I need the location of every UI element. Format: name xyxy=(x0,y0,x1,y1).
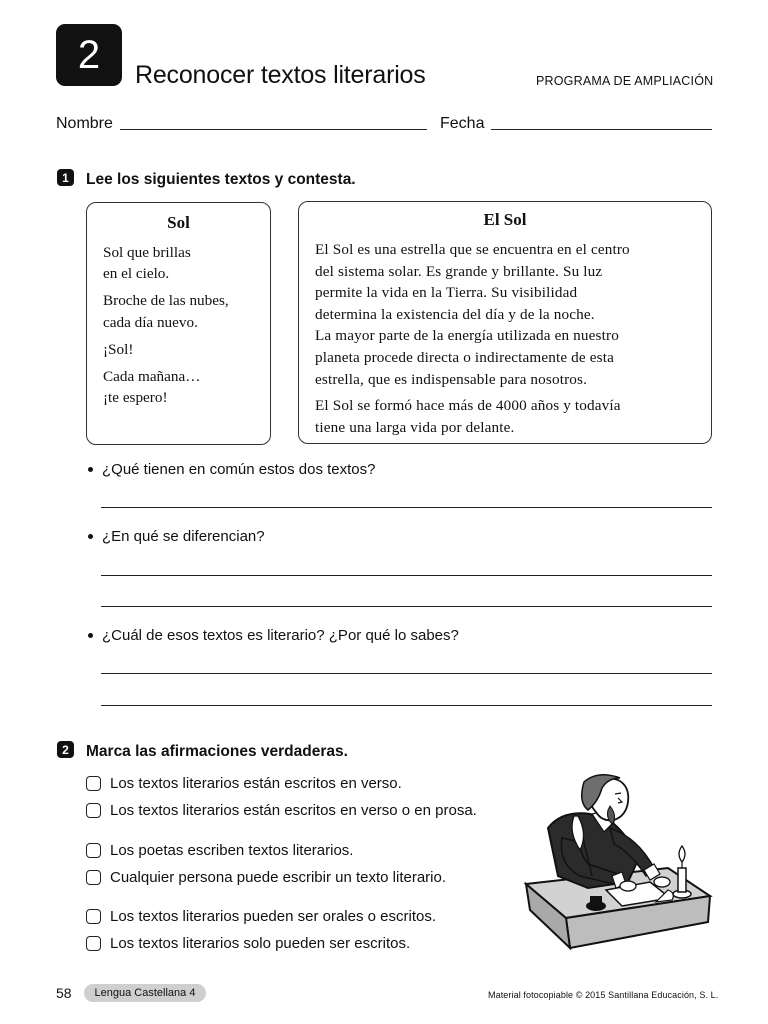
prose-line: planeta procede directa o indirectamente de esta xyxy=(315,348,614,366)
checkbox[interactable] xyxy=(86,870,101,885)
exercise-2-number: 2 xyxy=(57,741,74,758)
poem-line: en el cielo. xyxy=(103,265,170,282)
prose-line: permite la vida en la Tierra. Su visibilidad xyxy=(315,284,578,302)
statement-text: Cualquier persona puede escribir un texto literario. xyxy=(110,869,447,886)
prose-paragraph-2 xyxy=(315,395,621,438)
prose-paragraph-1 xyxy=(315,239,630,390)
name-field[interactable] xyxy=(120,129,427,130)
unit-number: 2 xyxy=(77,33,101,77)
statement-text: Los textos literarios están escritos en verso. xyxy=(110,775,402,792)
copyright-notice: Material fotocopiable © 2015 Santillana Educación, S. L. xyxy=(488,990,719,1000)
question-2 xyxy=(88,528,265,545)
bullet-icon xyxy=(88,467,93,472)
prose-line: estrella, que es indispensable para nosotros. xyxy=(315,370,588,388)
poem-line: ¡Sol! xyxy=(103,341,134,358)
prose-line: tiene una larga vida por delante. xyxy=(315,418,515,436)
exercise-2-instruction: Marca las afirmaciones verdaderas. xyxy=(86,743,348,760)
poem-box xyxy=(86,202,271,445)
checkbox[interactable] xyxy=(86,936,101,951)
poem-line: Broche de las nubes, xyxy=(103,292,229,309)
answer-line[interactable] xyxy=(101,705,712,706)
checkbox[interactable] xyxy=(86,909,101,924)
prose-line: El Sol se formó hace más de 4000 años y todavía xyxy=(315,397,621,414)
book-title: Lengua Castellana 4 xyxy=(94,987,196,999)
checkbox[interactable] xyxy=(86,843,101,858)
prose-title: El Sol xyxy=(483,210,527,229)
bullet-icon xyxy=(88,534,93,539)
poem-line: ¡te espero! xyxy=(103,389,168,406)
program-label: PROGRAMA DE AMPLIACIÓN xyxy=(536,74,714,88)
question-1 xyxy=(88,461,376,478)
question-text: ¿En qué se diferencian? xyxy=(102,528,265,545)
poem-line: cada día nuevo. xyxy=(103,314,198,331)
answer-line[interactable] xyxy=(101,673,712,674)
statement-item[interactable] xyxy=(86,775,402,792)
statement-text: Los textos literarios están escritos en verso o en prosa. xyxy=(110,802,477,819)
poem-title: Sol xyxy=(167,213,190,232)
answer-line[interactable] xyxy=(101,606,712,607)
date-field[interactable] xyxy=(491,129,712,130)
statement-item[interactable] xyxy=(86,842,353,859)
statement-text: Los textos literarios solo pueden ser escritos. xyxy=(110,935,411,952)
page-title: Reconocer textos literarios xyxy=(135,61,426,89)
date-label: Fecha xyxy=(440,115,485,132)
poem-line: Sol que brillas xyxy=(103,244,191,261)
prose-box xyxy=(298,201,712,444)
prose-line: El Sol es una estrella que se encuentra en el centro xyxy=(315,241,630,258)
name-label: Nombre xyxy=(56,115,113,132)
prose-line: La mayor parte de la energía utilizada en nuestro xyxy=(315,327,619,345)
statement-item[interactable] xyxy=(86,802,477,819)
checkbox[interactable] xyxy=(86,803,101,818)
question-text: ¿Qué tienen en común estos dos textos? xyxy=(102,461,376,478)
answer-line[interactable] xyxy=(101,575,712,576)
statement-text: Los textos literarios pueden ser orales o escritos. xyxy=(110,908,436,925)
bullet-icon xyxy=(88,633,93,638)
poem-line: Cada mañana… xyxy=(103,368,201,385)
exercise-1-instruction: Lee los siguientes textos y contesta. xyxy=(86,171,356,188)
prose-line: del sistema solar. Es grande y brillante. Su luz xyxy=(315,262,603,280)
statement-item[interactable] xyxy=(86,908,436,925)
checkbox[interactable] xyxy=(86,776,101,791)
statement-text: Los poetas escriben textos literarios. xyxy=(110,842,354,859)
question-text: ¿Cuál de esos textos es literario? ¿Por qué lo sabes? xyxy=(102,627,459,644)
writer-with-quill-illustration xyxy=(518,772,714,952)
prose-line: determina la existencia del día y de la noche. xyxy=(315,305,595,323)
answer-line[interactable] xyxy=(101,507,712,508)
unit-number-badge xyxy=(56,24,122,86)
book-label xyxy=(84,984,206,1002)
statement-item[interactable] xyxy=(86,869,446,886)
exercise-1-number: 1 xyxy=(57,169,74,186)
question-3 xyxy=(88,627,459,644)
statement-item[interactable] xyxy=(86,935,410,952)
page-number: 58 xyxy=(56,985,72,1001)
